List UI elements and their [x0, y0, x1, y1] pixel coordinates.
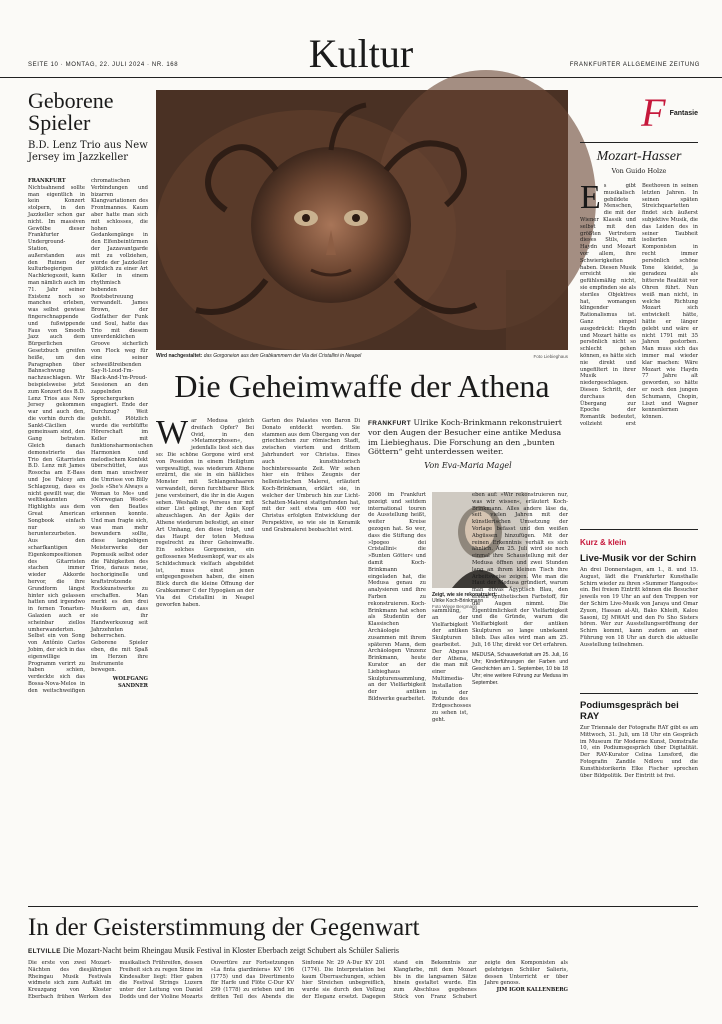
photo-caption [156, 353, 568, 359]
main-article-col-2 [262, 418, 360, 898]
page-meta-left: SEITE 10 · MONTAG, 22. JULI 2024 · NR. 168 [28, 62, 179, 68]
main-col3-left-text: 2006 im Frankfurt gezeigt und seitdem international touren de Ausstellung heißt, weiter Kreise gezogen hat. So wer, dass die Stiftung des »Ipogeo dei Cristallini« die »Bunten Götter« und damit Koch-Brinkmann eingeladen hat, die Medusa genau zu analysieren und ihre Farben zu rekonstruieren. Koch-Brinkmann hat schon als Studentin der Klassischen Archäologie zusammen mit ihrem späteren Mann, dem Archäologen Vinzenz Brinkmann, heute Kurator an der Liebieghaus Skulpturensammlung, an der Vielfarbigkeit der antiken Bildwerke gearbeitet. [368, 492, 427, 702]
event-note [472, 652, 568, 686]
article-deck [368, 418, 568, 457]
left-feature-subtitle: B.D. Lenz Trio aus New Jersey im Jazzkeller [28, 140, 148, 163]
kurz2-body: Zur Triennale der Fotografie RAY gibt es am Mittwoch, 31. Juli, um 18 Uhr ein Gespräch im Museum für Moderne Kunst, Domstraße 10, ein Podiumsgespräch über Digitalität. Der RAY-Kurator Celina Lunsford, die Fotografin Zandile Ndlovu und die Kunsthistorikerin Elke Fischer sprechen über Bildpolitik. Der Eintritt ist frei. [580, 725, 698, 779]
kurz1-body: An drei Donnerstagen, am 1., 8. und 15. August, lädt die Frankfurter Kunsthalle Schirn wieder zu ihren »Summer Hangouts« ein. Bei freiem Eintritt können die Besucher jeweils von 19 Uhr an auf den Treppen vor der Schirn Live-Musik von Jaraya und Omar Zyuon, Hassan al-Ali, Bako Khleifi, Kalou Sasoni, DJ MWAH und den Fo Sho Sisters hören. Wer zur Ausstellungseröffnung der Schirn kommt, kann zudem an einer Führung von 18 Uhr an durch die aktuelle Ausstellung teilnehmen. [580, 567, 698, 648]
divider [580, 693, 698, 694]
left-feature-article [28, 88, 153, 902]
drop-cap: W [156, 414, 189, 451]
column-body [580, 179, 699, 523]
divider [580, 142, 698, 143]
portrait-caption-label: Zeigt, wie sie rekonstruiert: [432, 592, 498, 598]
kurz1-title: Live-Musik vor der Schirn [580, 553, 697, 564]
event-note-text: MEDUSA, Schauwerkstatt am 25. Juli, 16 Uhr; Kinderführungen der Farben und Geschichten am 1. September, 10 bis 18 Uhr; eine weitere Führung zur Medusa im September. [472, 652, 568, 686]
deck-text: Ulrike Koch-Brinkmann rekonstruiert vor den Augen der Besucher eine antike Medusa im Liebieghaus. Die Forschung an den „bunten Göttern“ geht unterdessen weiter. [368, 418, 562, 457]
main-col3-right-text: eben auf: »Wir rekonstruieren nur, was wir wissen«, erläutert Koch-Brinkmann. Alles andere läse da, seit vielen Jahren mit der künstlerischen Umsetzung der Vorlage befasst und den weißen Abgüssen hinzufügen. Mit der reinen Erkenntnis verhält es sich ähnlich. Am 25. Juli wird sie noch einmal ihre Schaustellung mit der Medusa öffnen und zwei Stunden lang an ihrem kleinen Tisch ihre Arbeitsweise zeigen. Wie man die Haut der Medusa gründiert, warum man etwas Ägyptisch Blau, den ersten synthetischen Farbstoff, für die Augen nimmt. Die Eigentümlichkeit der Vielfarbigkeit und die Gründe, warum die Vielfarbigkeit der antiken Skulpturen so lange unbekannt blieb. Das alles wird man am 25. Juli, 16 Uhr, direkt vor Ort erfahren. [472, 492, 568, 648]
kurz2-title: Podiumsgespräch bei RAY [580, 700, 679, 722]
main-col3-left [368, 492, 426, 898]
bottom-article-body [28, 960, 568, 1020]
gorgoneion-image [156, 90, 568, 350]
bottom-deck-text: Die Mozart-Nacht beim Rheingau Musik Festival in Kloster Eberbach zeigt Schubert als Schüler Salieris [62, 946, 400, 955]
left-feature-dateline: FRANKFURT [28, 178, 66, 184]
bottom-author: JIM IGOR KALLENBERG [496, 987, 568, 994]
photo-caption-label: Wird nachgestaltet: [156, 353, 203, 359]
bottom-deck [28, 946, 568, 955]
page-header [0, 0, 722, 78]
bottom-divider [28, 906, 698, 907]
main-col3-right [472, 492, 568, 898]
bottom-body-span: Die erste von zwei Mozart-Nächten des diesjährigen Rheingau Musik Festivals widmete sich zum Auftakt im Kreuzgang von Kloster Eberbach frühen Werken des musikalisch Frühreifen, dessen Freiheit sich zu regen Sinne im Kindesalter liegt: Hier gaben die Festival Strings Luzern unter der Leitung von Daniel Dodds und der Violine Mozarts Ouvertüre zur Fortsetzungen »La finta giardiniera« KV 196 (1775) und das Divertimento für Harfe und Flöte C-Dur KV 299 (1778) zu erleben und im dritten Teil des Abends die Sinfonie Nr. 29 A-Dur KV 201 (1774). Die Interpretation bei kaum Überraschungen, schien hier Streichen unbegreiflich, wurde sie durch den Vollzug der Eleganz ersetzt. Dagegen stand ein Bekenntnis zur Klangfarbe, mit dem Mozart bis in die langsamen Sätze hinein gestaltet wurde. Ein zum Abschluss gegebenes Stück von Franz Schubert zeigte den Komponisten als gelehrigen Schüler Salieris, dessen Unterricht er über Jahre genoss. [28, 960, 568, 1000]
portrait-caption-text: Ulrike Koch-Brinkmann [432, 598, 484, 604]
main-article-col-1 [156, 414, 254, 898]
photo-caption-text: das Gorgoneion aus den Grabkammern der Via dei Cristallini in Neapel [203, 353, 362, 359]
bottom-dateline: ELTVILLE [28, 948, 61, 955]
column-drop-cap: E [580, 179, 601, 216]
portrait-credit: Foto Wiege Bergmann [432, 604, 478, 609]
bottom-body-text [28, 960, 568, 1001]
main-headline: Die Geheimwaffe der Athena [174, 368, 550, 404]
col3-subarea [368, 492, 568, 898]
lead-photo [156, 90, 568, 359]
main-col3-mid-text: sammlung, an der Vielfarbigkeit der antiken Skulpturen gearbeitet. Der Abguss der Athena, die man mit einer Multimedia-Installation in der Rotunde des Erdgeschosses zu sehen ist, geht. [432, 608, 472, 723]
left-feature-author: WOLFGANG SANDNER [112, 676, 148, 689]
page-meta-right: FRANKFURTER ALLGEMEINE ZEITUNG [569, 62, 700, 68]
right-column [580, 90, 698, 902]
main-col3-mid [432, 608, 472, 898]
left-feature-text: Nichtsahnend sollte man eigentlich in kein Konzert stolpern, in den Jazzkeller schon gar nicht. Im massiven Gewölbe dieser Frankfurter Underground-Station, außerstanden aus den Ruinen der kulturbegierigen Nachkriegszeit, kann man nämlich auch im 71. Jahr seiner Existenz noch so manches erleben, was selbst gewisse fingerschnappende und fußwippende Faus von Smooth Jazz auch dem Bürgerlichen Gesetzbuch greifen heiße, um den Paragraphen über Bahnschwung nachzuschlagen. Wir beispielsweise jetzt zum Konzert des B.D. Lenz Trios aus New Jersey gekommen war und auch den, die vorhin durch die Sankt-Cäcilien gemeinsam sind, den Gang betraten. Gleich danach demonstrierte das Trio den Gitarristen B.D. Lenz mit James Rosocha am E-Bass und Joe Falcey am Schlagzeug, dass es nicht gewillt war, die weltbekannten Highlights aus dem Great American Songbook einfach nur so herunterzurbeten. Aus den scharfkantigen Eigenkompositionen des Gitarristen stachen immer wieder Akkorde hervor, die ihre Grundform längst hinter sich gelassen hatten und irgendwo in fernen Tonarten-Galaxien auch er scheinbar ziellos umherwanderten. Selbst ein von Song von Antônio Carlos Jobim, der sich in das eigenwillige Programm verirrt zu haben schien, verdeckte sich das Bossa-Nova-Melos in den weitschweifigen chromatischen Verbindungen und bizarren Klangvariationen des Frontmannes. Kaum aber hatte man sich mit schlosses, die hohen Gedankengänge in den Elfenbeintürmen der Jazzavantgarde mit zu vollziehen, wurde der Jazzkeller plötzlich zu einer Art Keller in einem rhythmisch bebenden Rootsbetreuung verwandelt. James Brown, der Godfather der Funk und Soul, hatte das Trio mit diesem unverdenklichen Groove sicherlich von Flock weg für eine seiner schweißtreibenden Say-It-Loud-I'm-Black-And-I'm-Proud-Sessionen an den zappelnden Sprechergurken engagiert. Ende der Durchzug? Weit gefehlt. Plötzlich wurde die verblüffte Hörerschaft im Keller mit funktionsharmonischen Harmonien und melodischem Konfekt überschüttet, aus dem man unschwer die Umrisse von Billy Joels »She's Always a Woman to Me« und »Norwegian Wood« von den Beatles erkennen konnte. Und man fragte sich, was man mehr bewundern sollte, diese langlebigen Meisterwerke der Popmusik selbst oder die Fähigkeiten des Trios, daraus neue, hochoriginelle und kraftstrotzende Rockkunstwerke zu erschaffen. Man merkt es den drei Musikern an, dass sie ihr Handwerkszeug seit Jahrzehnten beherrschen. Geborene Spieler eben, die mit Spaß im Herzen ihre Instrumente bewegen. [28, 178, 153, 694]
fantasie-badge [580, 90, 698, 136]
photo-credit: Foto Liebieghaus [533, 354, 568, 359]
column-title: Mozart-Hasser [596, 149, 682, 164]
column-body-text: s gibt musikalisch gebildete Menschen, die mit der Wiener Klassik und selbst mit den größten Vertretern dieses Stils, mit Haydn und Mozart vor allem, ihre Schwierigkeiten haben. Diesen Musik erreicht sie gefühlsmäßig nicht, sie empfinden sie als steriles Objektives hat, womangen klingender Rationalismus ist. Ganz simpel ausgedrückt: Haydn und Mozart hätte es persönlich nicht so schlecht gehen können, es hätte sich nie direkt und ungefiltert in ihrer Musik niedergeschlagen. Diesen Schritt, der durchaus den Übergang zur Epoche der Romantik bedeutet, vollzieht erst Beethoven in seinen letzten Jahren. In seinen späten Streichquartetten findet sich äußerst subjektive Musik, die das Leiden des in seiner Taubheit isolierten Komponisten in recht immer persönlich schöne Tone kleidet, ja geradezu als bitterste Realität vor Ohren führt. Nun weiß man nicht, in welche Richtung Mozart sich entwickelt hätte, hätte er länger gelebt und wäre er nicht 1791 mit 35 Jahren gestorben. Man muss sich das immer mal wieder klar machen: Wäre Mozart wie Haydn 77 Jahre alt geworden, so hätte er noch den jungen Schumann, Chopin, Liszt und Wagner kennenlernen können. [580, 183, 699, 427]
main-col2-text: Garten des Palastes von Baron Di Donato entdeckt worden. Sie stammen aus dem Übergang von der griechischen zur römischen Stadt, zwischen viertem und drittem Jahrhundert vor Christus. Eines auch kunsthistorisch hochinteressante Zeit. Wir sehen hier ein frühes Zeugnis der hellenistischen Malerei, erläutert Koch-Brinkmann, erklärt sie, in welcher der Umbruch hin zur Licht-Schatten-Malerei stattgefunden hat, mit der seit etwa um 400 vor Christus erfolgten Entwicklung der Perspektive, so wie sie in Keramik und Grabmalerei beobachtet wird. [262, 418, 360, 533]
left-feature-title: Geborene Spieler [28, 88, 114, 135]
kurz-label: Kurz & klein [580, 538, 627, 547]
main-article-col-3 [368, 418, 568, 898]
column-byline: Von Guido Holze [611, 167, 667, 175]
divider [580, 529, 698, 530]
section-title: Kultur [308, 31, 414, 76]
fantasie-label: Fantasie [669, 109, 698, 117]
fantasie-logo-letter: F [641, 90, 666, 135]
deck-dateline: FRANKFURT [368, 420, 412, 427]
article-byline: Von Eva-Maria Magel [424, 460, 512, 470]
gorgoneion-illustration [156, 90, 568, 350]
main-col1-text: ar Medusa gleich dreifach Opfer? Bei Ovid, in den »Metamorphosen«, jedenfalls liest sich das so: Die schöne Gorgone wird erst von Poseidon in einem Heiligtum vergewaltigt, was wiederum Athene erzürnt, die sie in ein häßliches Monster mit Schlangenhaaren verwandelt, deren furchtbarer Blick jene versteinert, die ihr in die Augen sehen. Weshalb es Perseus nur mit einer List gelingt, ihr den Kopf abzuschlagen. An der Ägäis der Athene wiederum befestigt, an einer Art Umhang, den diese trägt, und das Haupt der toten Medusa regelrecht zu ihrer Geheimwaffe. Ein solches Gorgoneion, ein geflossenes Medusenkopf, war es als Schildschmuck vielfach abgebildet ist, muss einst jenen entgegengesehen haben, die einen Blick durch die kleine Öffnung der Grabkammer C der Hypogäen an der Via dei Cristallini in Neapel geworfen haben. [156, 418, 254, 608]
left-feature-body [28, 178, 153, 908]
bottom-headline: In der Geisterstimmung der Gegenwart [28, 914, 420, 941]
